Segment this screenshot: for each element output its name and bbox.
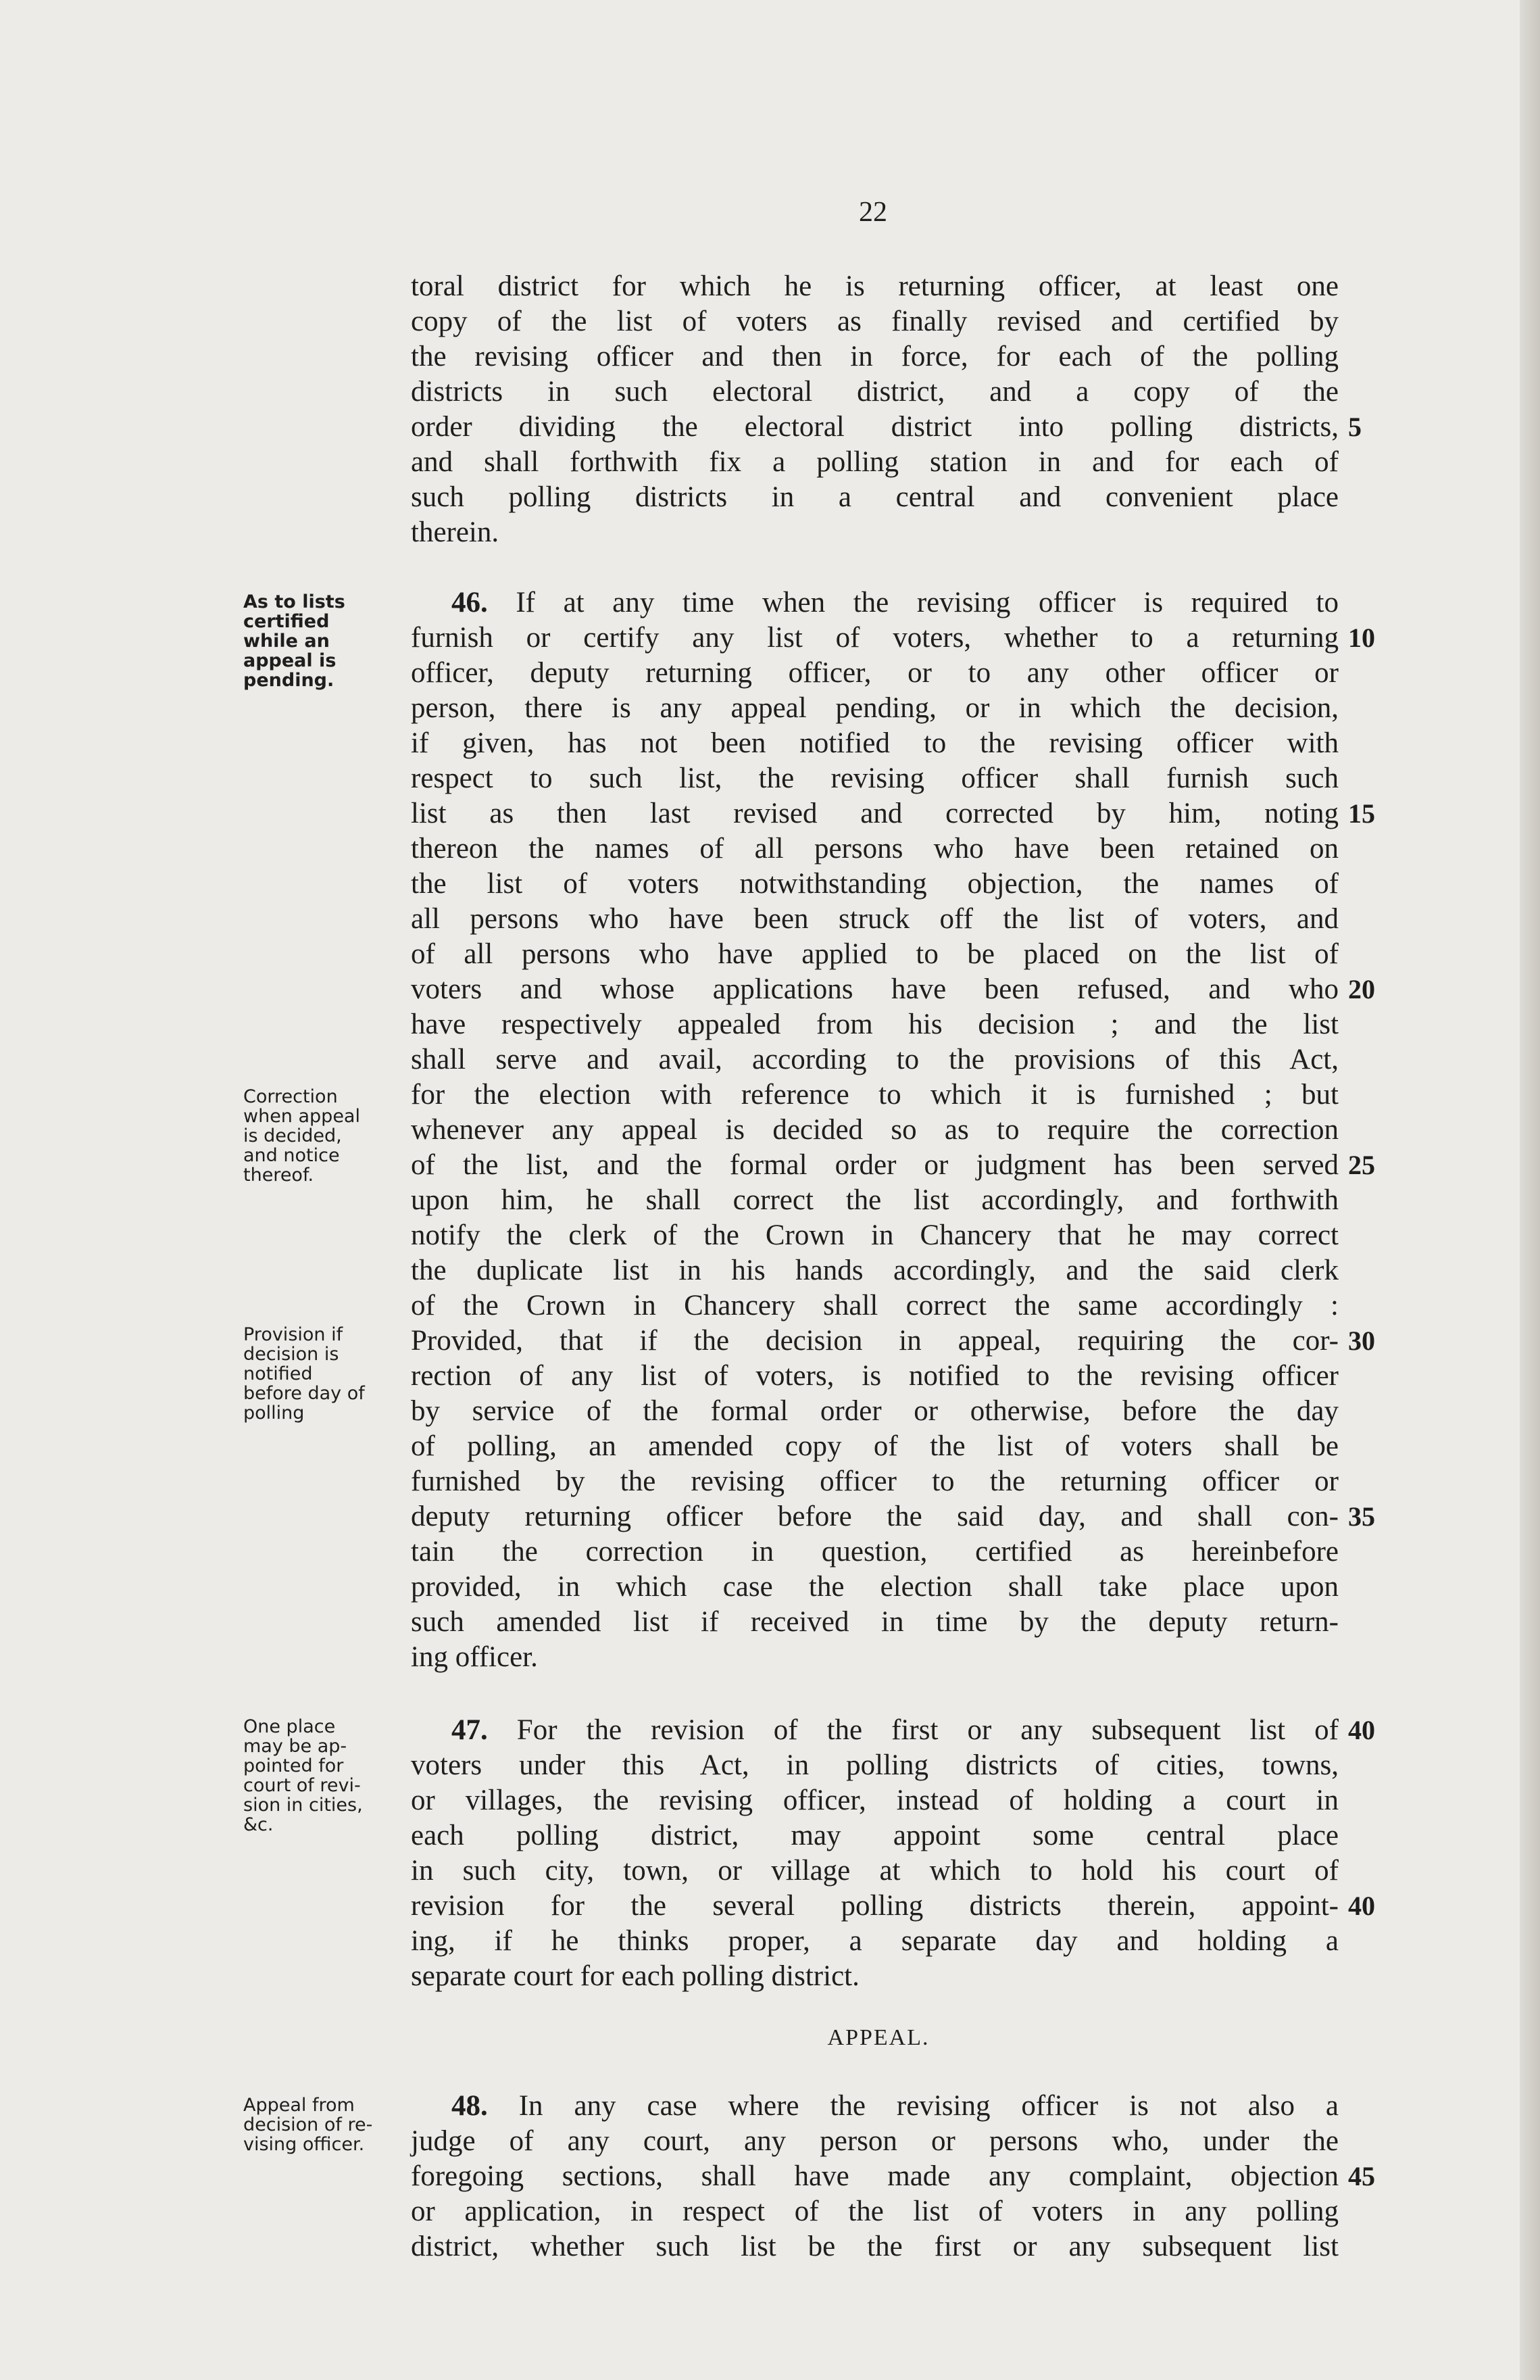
body-line: the duplicate list in his hands accordingly, and the said clerk: [411, 1255, 1339, 1286]
sidenote-line: when appeal: [243, 1106, 360, 1127]
line-number: 30: [1348, 1326, 1375, 1356]
line-number: 5: [1348, 412, 1362, 442]
body-line: or application, in respect of the list of voters in any polling: [411, 2195, 1339, 2227]
body-line: thereon the names of all persons who have been retained on: [411, 833, 1339, 865]
sidenote-lists-certified: [243, 592, 405, 690]
body-line: by service of the formal order or otherwise, before the day: [411, 1395, 1339, 1427]
body-line: all persons who have been struck off the list of voters, and: [411, 903, 1339, 935]
body-line: ing, if he thinks proper, a separate day and holding a: [411, 1925, 1339, 1957]
body-line: if given, has not been notified to the revising officer with: [411, 727, 1339, 759]
sidenote-line: Correction: [243, 1086, 338, 1107]
body-line: of polling, an amended copy of the list of voters shall be: [411, 1430, 1339, 1462]
body-line: respect to such list, the revising officer shall furnish such: [411, 762, 1339, 794]
body-line: whenever any appeal is decided so as to require the correction: [411, 1114, 1339, 1146]
sidenote-line: notified: [243, 1363, 313, 1384]
body-line: deputy returning officer before the said day, and shall con-: [411, 1501, 1339, 1532]
sidenote-line: &c.: [243, 1814, 274, 1835]
body-line: furnished by the revising officer to the returning officer or: [411, 1465, 1339, 1497]
sidenote-correction: [243, 1087, 405, 1185]
sidenote-line: thereof.: [243, 1165, 314, 1186]
body-line: revision for the several polling districts therein, appoint-: [411, 1890, 1339, 1922]
body-line: voters and whose applications have been refused, and who: [411, 973, 1339, 1005]
sidenote-line: decision of re-: [243, 2114, 373, 2135]
sidenote-line: certified: [243, 611, 330, 632]
body-line: such amended list if received in time by the deputy return-: [411, 1606, 1339, 1638]
body-line: person, there is any appeal pending, or in which the decision,: [411, 692, 1339, 724]
line-number: 45: [1348, 2161, 1375, 2191]
body-line: toral district for which he is returning officer, at least one: [411, 270, 1339, 302]
body-line: districts in such electoral district, and a copy of the: [411, 376, 1339, 408]
line-number: 20: [1348, 974, 1375, 1004]
sidenote-line: sion in cities,: [243, 1795, 363, 1816]
body-line: such polling districts in a central and convenient place: [411, 481, 1339, 513]
body-line: provided, in which case the election shall take place upon: [411, 1571, 1339, 1603]
body-line: upon him, he shall correct the list accordingly, and forthwith: [411, 1184, 1339, 1216]
body-line: ing officer.: [411, 1641, 538, 1673]
section-46-first-line: [411, 585, 1339, 621]
sidenote-line: before day of: [243, 1383, 365, 1404]
body-line: the revising officer and then in force, for each of the polling: [411, 341, 1339, 372]
body-line: in such city, town, or village at which to hold his court of: [411, 1855, 1339, 1887]
body-line: of the Crown in Chancery shall correct the same accordingly :: [411, 1290, 1339, 1321]
body-line: have respectively appealed from his decision ; and the list: [411, 1009, 1339, 1040]
body-text: For the revision of the first or any subsequent list of: [487, 1714, 1339, 1746]
sidenote-one-place: [243, 1717, 405, 1835]
line-number: 15: [1348, 798, 1375, 829]
body-line: or villages, the revising officer, instead of holding a court in: [411, 1784, 1339, 1816]
page-number: 22: [859, 197, 887, 228]
sidenote-line: As to lists: [243, 591, 345, 612]
body-line: judge of any court, any person or persons who, under the: [411, 2125, 1339, 2157]
section-heading: APPEAL.: [827, 2025, 930, 2050]
body-line: notify the clerk of the Crown in Chancery that he may correct: [411, 1219, 1339, 1251]
sidenote-line: vising officer.: [243, 2134, 365, 2155]
sidenote-line: polling: [243, 1403, 305, 1424]
body-line: Provided, that if the decision in appeal, requiring the cor-: [411, 1325, 1339, 1357]
section-number: 46.: [451, 587, 488, 618]
body-line: of all persons who have applied to be placed on the list of: [411, 938, 1339, 970]
body-text: In any case where the revising officer is not also a: [487, 2090, 1339, 2122]
sidenote-line: Provision if: [243, 1324, 343, 1345]
page-edge: [1520, 0, 1540, 2380]
section-number: 47.: [451, 1714, 488, 1746]
sidenote-line: is decided,: [243, 1125, 342, 1146]
sidenote-line: decision is: [243, 1344, 339, 1365]
sidenote-provision: [243, 1325, 405, 1423]
sidenote-line: Appeal from: [243, 2095, 355, 2116]
line-number: 35: [1348, 1501, 1375, 1532]
section-48-first-line: [411, 2089, 1339, 2124]
body-line: each polling district, may appoint some central place: [411, 1820, 1339, 1851]
sidenote-line: and notice: [243, 1145, 340, 1166]
line-number: 40: [1348, 1715, 1375, 1745]
body-line: the list of voters notwithstanding objection, the names of: [411, 868, 1339, 900]
body-line: shall serve and avail, according to the provisions of this Act,: [411, 1044, 1339, 1075]
sidenote-line: while an: [243, 631, 330, 652]
body-line: and shall forthwith fix a polling station in and for each of: [411, 446, 1339, 478]
body-line: of the list, and the formal order or judgment has been served: [411, 1149, 1339, 1181]
body-line: furnish or certify any list of voters, whether to a returning: [411, 622, 1339, 654]
body-line: voters under this Act, in polling districts of cities, towns,: [411, 1749, 1339, 1781]
body-line: therein.: [411, 516, 499, 548]
body-line: foregoing sections, shall have made any complaint, objection: [411, 2160, 1339, 2192]
body-line: order dividing the electoral district into polling districts,: [411, 411, 1339, 443]
section-47-first-line: [411, 1713, 1339, 1748]
body-line: list as then last revised and corrected by him, noting: [411, 798, 1339, 829]
line-number: 25: [1348, 1150, 1375, 1180]
line-number: 40: [1348, 1891, 1375, 1921]
body-line: district, whether such list be the first or any subsequent list: [411, 2231, 1339, 2262]
sidenote-line: may be ap-: [243, 1736, 347, 1757]
sidenote-line: court of revi-: [243, 1775, 361, 1796]
body-line: officer, deputy returning officer, or to any other officer or: [411, 657, 1339, 689]
body-line: separate court for each polling district.: [411, 1960, 860, 1992]
section-number: 48.: [451, 2090, 488, 2122]
body-line: copy of the list of voters as finally revised and certified by: [411, 306, 1339, 337]
sidenote-line: pending.: [243, 670, 334, 691]
body-line: for the election with reference to which it is furnished ; but: [411, 1079, 1339, 1111]
sidenote-line: pointed for: [243, 1755, 344, 1776]
line-number: 10: [1348, 623, 1375, 653]
body-line: tain the correction in question, certified as hereinbefore: [411, 1536, 1339, 1568]
sidenote-line: One place: [243, 1716, 336, 1737]
sidenote-appeal: [243, 2095, 405, 2154]
sidenote-line: appeal is: [243, 650, 337, 671]
body-line: rection of any list of voters, is notified to the revising officer: [411, 1360, 1339, 1392]
body-text: If at any time when the revising officer is required to: [487, 587, 1339, 618]
